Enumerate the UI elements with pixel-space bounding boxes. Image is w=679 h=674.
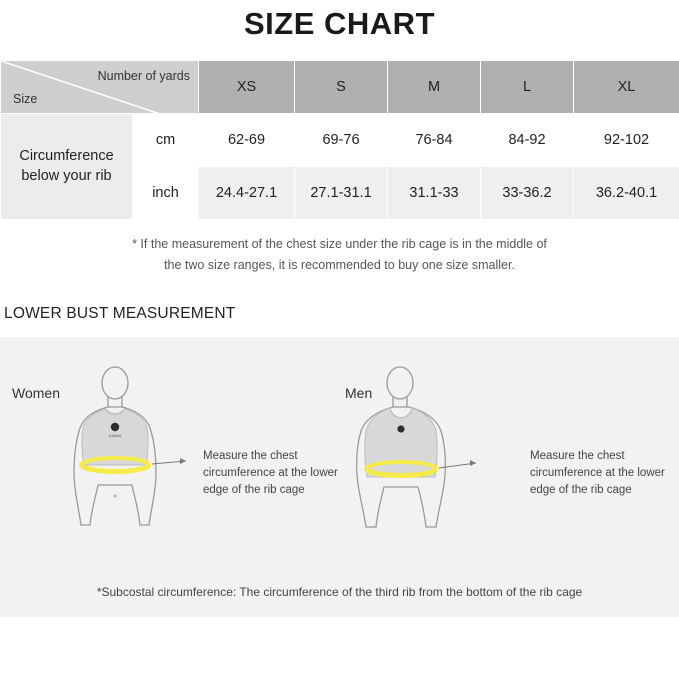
value-cm-l: 84-92: [481, 114, 574, 167]
label-women: Women: [12, 384, 60, 401]
label-men: Men: [345, 384, 373, 401]
value-cm-s: 69-76: [295, 114, 388, 167]
value-inch-l: 33-36.2: [481, 167, 574, 220]
size-table: [0, 60, 679, 220]
table-corner-cell: [1, 61, 199, 114]
figure-women-icon: [40, 365, 190, 560]
value-cm-m: 76-84: [388, 114, 481, 167]
value-inch-m: 31.1-33: [388, 167, 481, 220]
panel-footnote: *Subcostal circumference: The circumference of the third rib from the bottom of the rib cage: [96, 584, 583, 599]
size-header-m: M: [388, 61, 481, 114]
size-table-wrapper: [0, 60, 679, 220]
table-note: [0, 234, 679, 277]
table-note-line-1: * If the measurement of the chest size under the rib cage is in the middle of: [132, 237, 547, 251]
callout-men: Measure the chest circumference at the lower edge of the rib cage: [530, 449, 665, 496]
table-note-line-2: the two size ranges, it is recommended to buy one size smaller.: [164, 258, 515, 273]
unit-cell-inch: inch: [133, 167, 199, 220]
page-title: SIZE CHART: [244, 6, 435, 41]
value-cm-xs: 62-69: [199, 114, 295, 167]
callout-women: Measure the chest circumference at the lower edge of the rib cage: [203, 449, 338, 496]
corner-yards-label: Number of yards: [97, 69, 190, 83]
corner-size-label: Size: [13, 92, 38, 106]
row-label-circumference: Circumference below your rib: [1, 114, 133, 220]
value-inch-xl: 36.2-40.1: [574, 167, 679, 220]
value-cm-xl: 92-102: [574, 114, 679, 167]
value-inch-xs: 24.4-27.1: [199, 167, 295, 220]
unit-cell-cm: cm: [133, 114, 199, 167]
size-header-xl: XL: [574, 61, 679, 114]
section-heading-lower-bust: LOWER BUST MEASUREMENT: [4, 304, 236, 322]
svg-text:KANAI: KANAI: [108, 432, 122, 438]
size-header-l: L: [481, 61, 574, 114]
size-header-xs: XS: [199, 61, 295, 114]
table-header-row: [1, 61, 679, 114]
table-row: [1, 114, 679, 167]
illustration-panel: [0, 337, 679, 617]
value-inch-s: 27.1-31.1: [295, 167, 388, 220]
size-header-s: S: [295, 61, 388, 114]
